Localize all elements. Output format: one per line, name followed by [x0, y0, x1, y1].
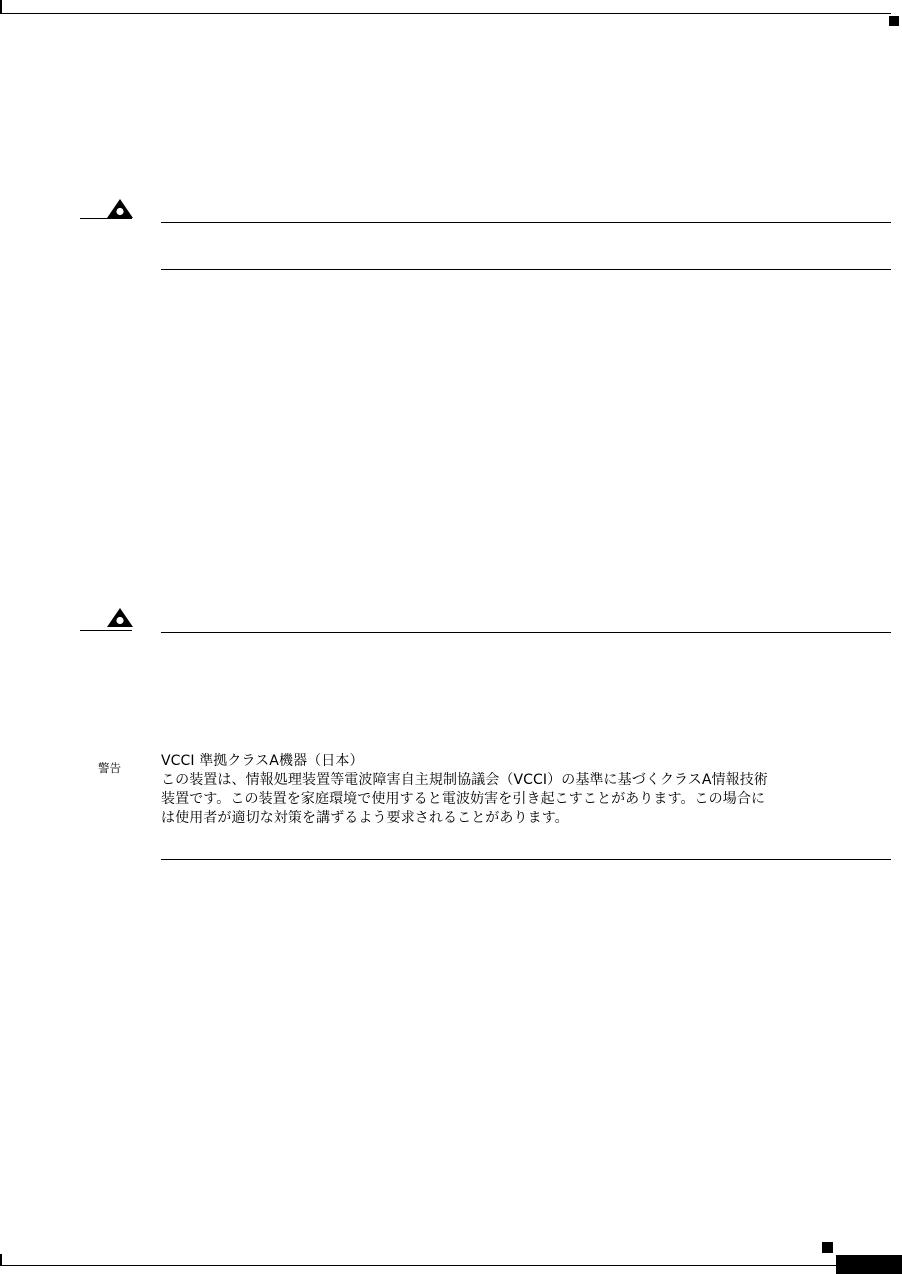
- warning-line: この装置は、情報処理装置等電波障害自主規制協議会（VCCI）の基準に基づくクラスA情報技術: [161, 772, 768, 788]
- caution-top-rule: [161, 632, 891, 633]
- caution-underline: [80, 218, 132, 219]
- caution-icon: [105, 607, 135, 631]
- footer-rule: [0, 1265, 836, 1266]
- warning-line: 装置です。この装置を家庭環境で使用すると電波妨害を引き起こすことがあります。この場合に: [161, 791, 766, 807]
- warning-body: [161, 752, 889, 828]
- warning-bottom-rule: [161, 859, 891, 860]
- caution-top-rule: [161, 222, 891, 223]
- caution-bottom-rule: [161, 269, 891, 270]
- caution-underline: [80, 630, 132, 631]
- header-rule: [0, 13, 891, 14]
- warning-line: は使用者が適切な対策を講ずるよう要求されることがあります。: [161, 810, 569, 826]
- footer-page-tab: [836, 1255, 902, 1274]
- header-marker: [889, 16, 899, 26]
- header-tick: [0, 0, 2, 14]
- warning-label: 警告: [98, 761, 121, 775]
- warning-title: VCCI 準拠クラスA機器（日本）: [161, 753, 364, 769]
- footer-marker: [822, 1242, 833, 1253]
